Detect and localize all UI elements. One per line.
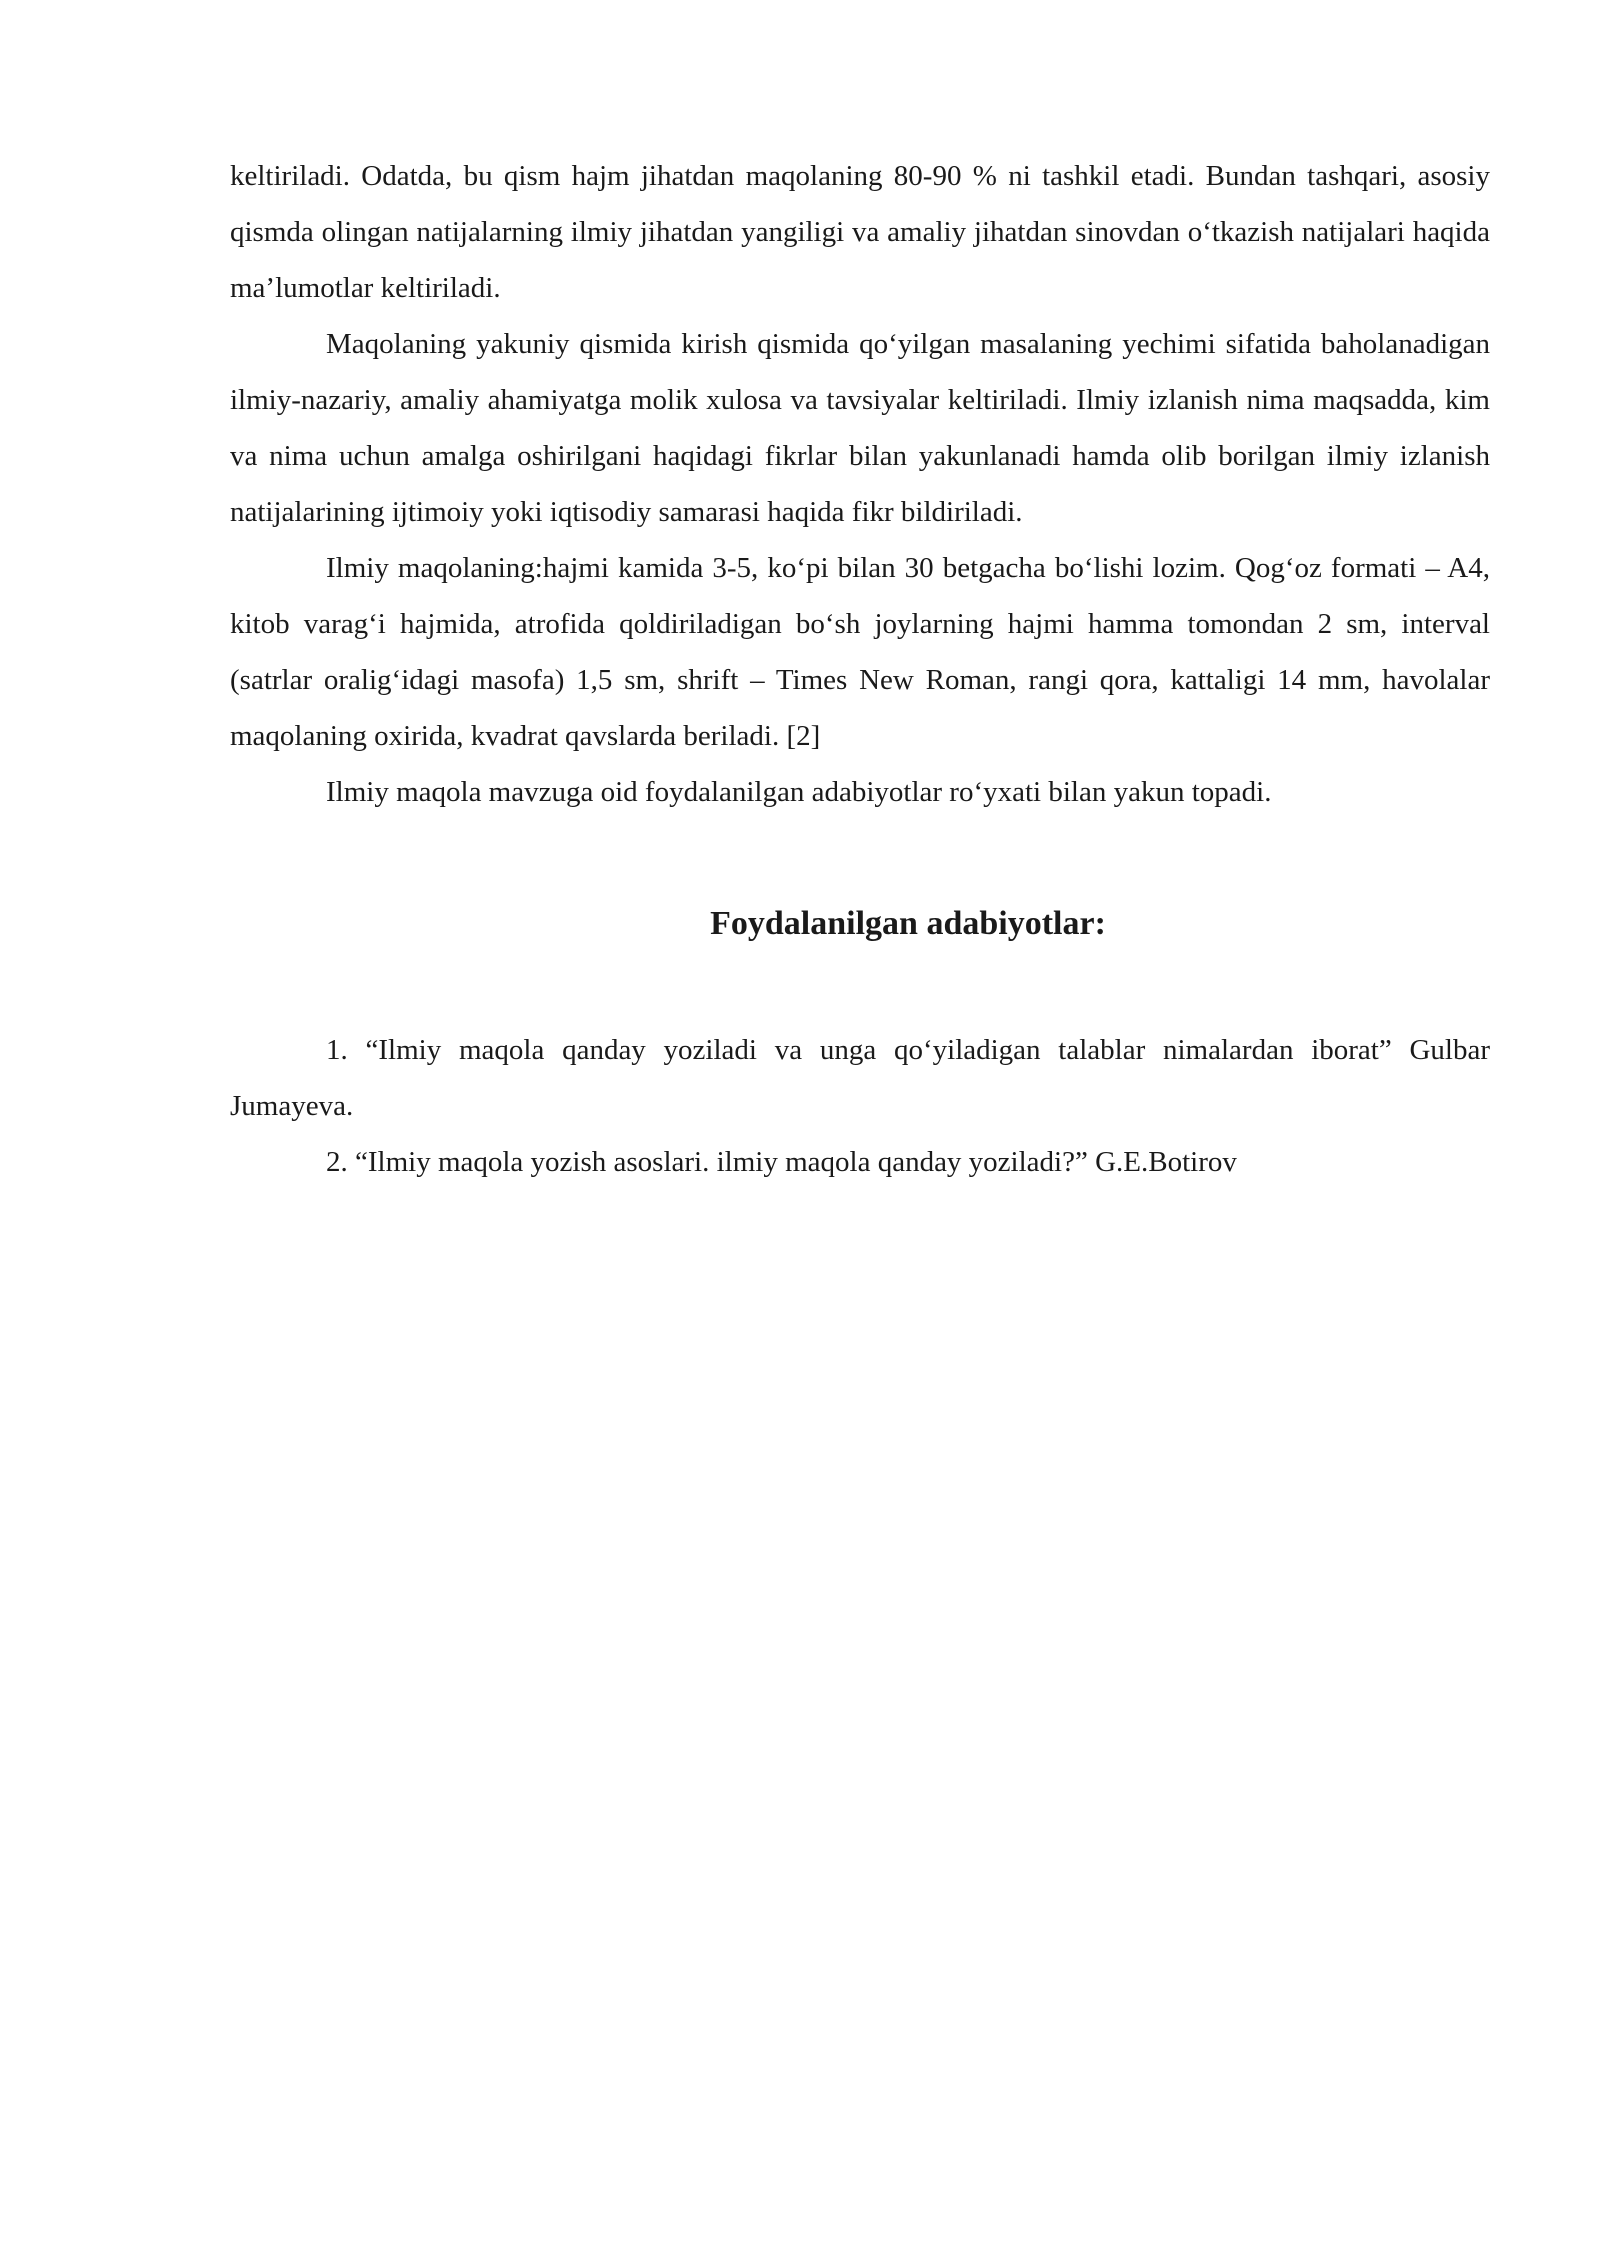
body-paragraph-format-requirements: Ilmiy maqolaning:hajmi kamida 3-5, ko‘pi bilan 30 betgacha bo‘lishi lozim. Qog‘oz formati – A4, kitob varag‘i hajmida, atrofida qoldiriladigan bo‘sh joylarning hajmi hamma tomondan 2 sm, interval (satrlar oralig‘idagi masofa) 1,5 sm, shrift – Times New Roman, rangi qora, kattaligi 14 mm, havolalar maqolaning oxirida, kvadrat qavslarda beriladi. [2] xyxy=(230,552,1490,752)
body-paragraph-continuation: keltiriladi. Odatda, bu qism hajm jihatdan maqolaning 80-90 % ni tashkil etadi. Bundan tashqari, asosiy qismda olingan natijalarning ilmiy jihatdan yangiligi va amaliy jihatdan sinovdan o‘tkazish natijalari haqida ma’lumotlar keltiriladi. xyxy=(230,160,1490,304)
reference-item-1: 1. “Ilmiy maqola qanday yoziladi va unga qo‘yiladigan talablar nimalardan iborat” Gulbar Jumayeva. xyxy=(230,1034,1490,1122)
reference-item-2: 2. “Ilmiy maqola yozish asoslari. ilmiy maqola qanday yoziladi?” G.E.Botirov xyxy=(326,1146,1237,1178)
document-page xyxy=(230,148,1490,1190)
body-paragraph-conclusion: Maqolaning yakuniy qismida kirish qismida qo‘yilgan masalaning yechimi sifatida baholanadigan ilmiy-nazariy, amaliy ahamiyatga molik xulosa va tavsiyalar keltiriladi. Ilmiy izlanish nima maqsadda, kim va nima uchun amalga oshirilgani haqidagi fikrlar bilan yakunlanadi hamda olib borilgan ilmiy izlanish natijalarining ijtimoiy yoki iqtisodiy samarasi haqida fikr bildiriladi. xyxy=(230,328,1490,528)
body-paragraph-references-note: Ilmiy maqola mavzuga oid foydalanilgan adabiyotlar ro‘yxati bilan yakun topadi. xyxy=(326,776,1272,808)
references-heading: Foydalanilgan adabiyotlar: xyxy=(710,905,1106,942)
